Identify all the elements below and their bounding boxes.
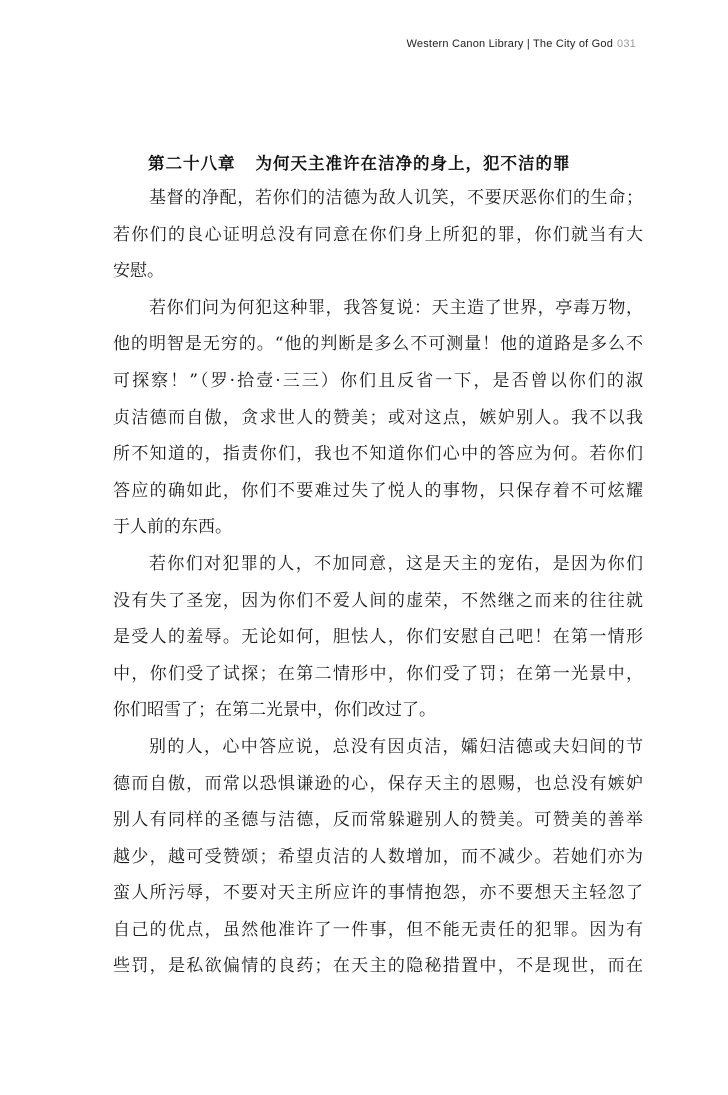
text-line: 自己的优点，虽然他准许了一件事，但不能无责任的犯罪。因为有 (113, 919, 643, 940)
text-line: 些罚，是私欲偏情的良药；在天主的隐秘措置中，不是现世，而在 (113, 956, 643, 977)
text-line: 没有失了圣宠，因为你们不爱人间的虚荣，不然继之而来的往往就 (113, 590, 643, 611)
chapter-label: 第二十八章 (148, 154, 236, 173)
page-number: 031 (617, 38, 636, 50)
text-line: 是受人的羞辱。无论如何，胆怯人，你们安慰自己吧！在第一情形 (113, 627, 643, 648)
text-line: 他的明智是无穷的。“他的判断是多么不可测量！他的道路是多么不 (113, 334, 643, 355)
text-line: 别的人，心中答应说，总没有因贞洁，孀妇洁德或夫妇间的节 (149, 736, 643, 757)
text-line: 别人有同样的圣德与洁德，反而常躲避别人的赞美。可赞美的善举 (113, 810, 643, 831)
text-line: 中，你们受了试探；在第二情形中，你们受了罚；在第一光景中， (113, 663, 643, 684)
text-line: 越少，越可受赞颂；希望贞洁的人数增加，而不减少。若她们亦为 (113, 846, 643, 867)
text-line: 德而自傲，而常以恐惧谦逊的心，保存天主的恩赐，也总没有嫉妒 (113, 773, 643, 794)
text-line: 安慰。 (113, 261, 164, 282)
running-title: Western Canon Library | The City of God (406, 38, 614, 50)
text-line: 若你们的良心证明总没有同意在你们身上所犯的罪，你们就当有大 (113, 224, 643, 245)
text-line: 所不知道的，指责你们，我也不知道你们心中的答应为何。若你们 (113, 444, 643, 465)
text-line: 基督的净配，若你们的洁德为敌人讥笑，不要厌恶你们的生命； (149, 188, 643, 208)
text-line: 于人前的东西。 (113, 517, 232, 538)
body-text (113, 180, 643, 985)
running-header (407, 38, 636, 50)
text-line: 答应的确如此，你们不要难过失了悦人的事物，只保存着不可炫耀 (113, 480, 643, 501)
chapter-heading (148, 150, 571, 174)
chapter-title: 为何天主准许在洁净的身上，犯不洁的罪 (255, 154, 571, 173)
text-line: 若你们对犯罪的人，不加同意，这是天主的宠佑，是因为你们 (149, 553, 643, 574)
text-line: 若你们问为何犯这种罪，我答复说：天主造了世界，亭毒万物， (149, 297, 643, 318)
text-line: 可探察！”（罗·拾壹·三三）你们且反省一下，是否曾以你们的淑 (113, 370, 643, 391)
text-line: 贞洁德而自傲，贪求世人的赞美；或对这点，嫉妒别人。我不以我 (113, 407, 643, 428)
text-line: 你们昭雪了；在第二光景中，你们改过了。 (113, 700, 436, 721)
text-line: 蛮人所污辱，不要对天主所应许的事情抱怨，亦不要想天主轻忽了 (113, 883, 643, 904)
